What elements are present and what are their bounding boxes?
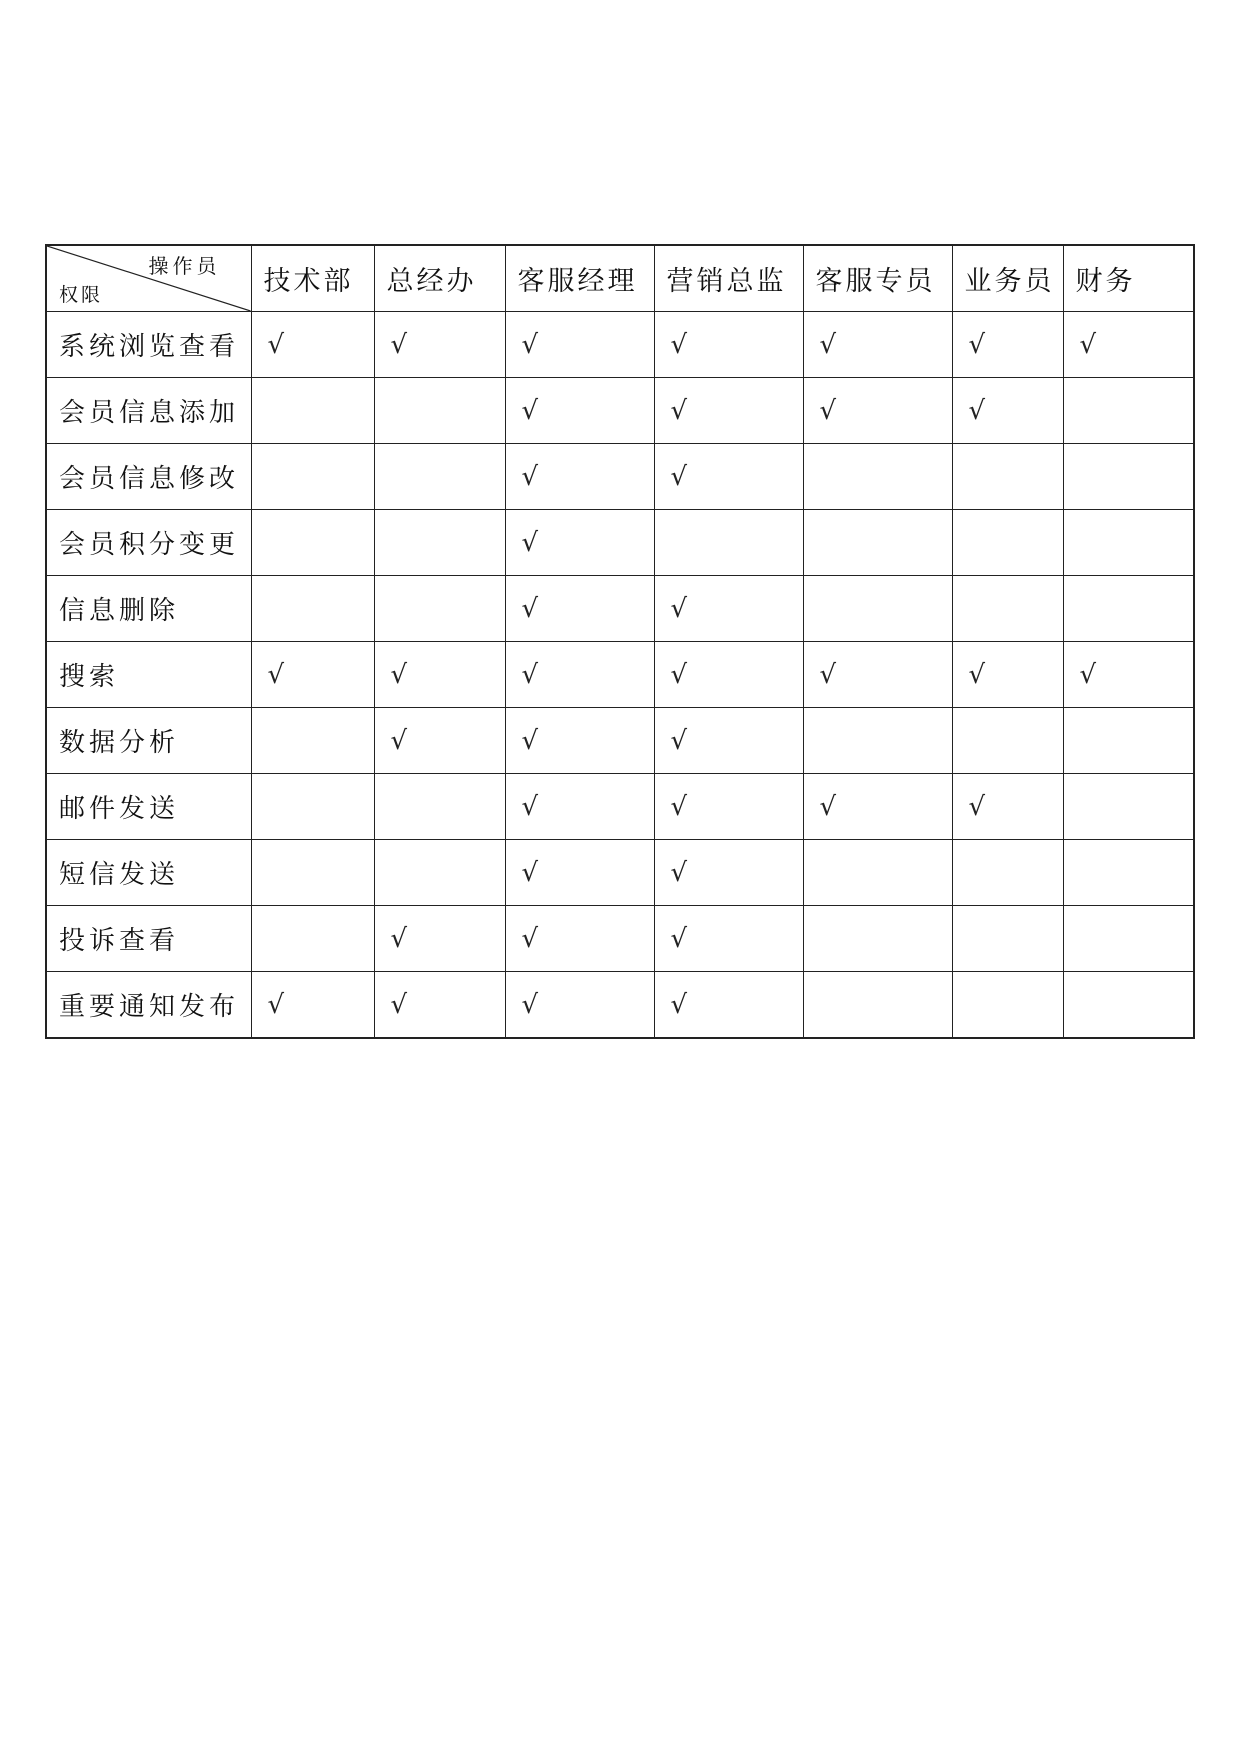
permission-cell: [803, 510, 952, 576]
permission-label: 会员积分变更: [46, 510, 251, 576]
permission-label: 系统浏览查看: [46, 312, 251, 378]
permission-row: [46, 708, 1194, 774]
permission-label: 会员信息添加: [46, 378, 251, 444]
check-mark-icon: √: [267, 659, 289, 690]
permission-cell: [374, 906, 505, 972]
permission-cell: [654, 642, 803, 708]
corner-top-label: 操作员: [148, 254, 221, 278]
permission-cell: [654, 378, 803, 444]
check-mark-icon: √: [521, 989, 543, 1020]
permission-cell: [251, 642, 374, 708]
permission-cell: [251, 972, 374, 1039]
permission-row: [46, 378, 1194, 444]
permission-table: [45, 244, 1195, 1039]
check-mark-icon: √: [521, 527, 543, 558]
permission-cell: [654, 840, 803, 906]
permission-cell: [952, 774, 1063, 840]
permission-cell: [505, 510, 654, 576]
permission-cell: [1063, 444, 1194, 510]
permission-cell: [952, 642, 1063, 708]
permission-cell: [1063, 840, 1194, 906]
permission-cell: [251, 774, 374, 840]
check-mark-icon: √: [390, 989, 412, 1020]
permission-cell: [1063, 510, 1194, 576]
check-mark-icon: √: [521, 593, 543, 624]
check-mark-icon: √: [267, 989, 289, 1020]
permission-label: 信息删除: [46, 576, 251, 642]
check-mark-icon: √: [670, 329, 692, 360]
permission-cell: [803, 774, 952, 840]
column-header: 总经办: [374, 245, 505, 312]
permission-row: [46, 576, 1194, 642]
check-mark-icon: √: [521, 791, 543, 822]
header-row: [46, 245, 1194, 312]
permission-cell: [251, 906, 374, 972]
check-mark-icon: √: [390, 725, 412, 756]
permission-cell: [1063, 906, 1194, 972]
check-mark-icon: √: [521, 461, 543, 492]
permission-row: [46, 774, 1194, 840]
check-mark-icon: √: [670, 725, 692, 756]
permission-cell: [803, 708, 952, 774]
permission-cell: [374, 576, 505, 642]
permission-cell: [374, 708, 505, 774]
column-header: 财务: [1063, 245, 1194, 312]
permission-row: [46, 906, 1194, 972]
permission-cell: [505, 840, 654, 906]
permission-cell: [374, 840, 505, 906]
permission-cell: [1063, 642, 1194, 708]
permission-cell: [505, 378, 654, 444]
permission-cell: [952, 972, 1063, 1039]
permission-cell: [251, 840, 374, 906]
permission-cell: [952, 840, 1063, 906]
permission-cell: [952, 906, 1063, 972]
permission-cell: [1063, 774, 1194, 840]
permission-cell: [654, 774, 803, 840]
check-mark-icon: √: [670, 857, 692, 888]
permission-cell: [1063, 378, 1194, 444]
permission-cell: [654, 576, 803, 642]
permission-cell: [803, 378, 952, 444]
permission-cell: [374, 312, 505, 378]
check-mark-icon: √: [521, 329, 543, 360]
permission-cell: [251, 576, 374, 642]
column-header: 客服专员: [803, 245, 952, 312]
check-mark-icon: √: [670, 989, 692, 1020]
permission-cell: [505, 312, 654, 378]
check-mark-icon: √: [670, 593, 692, 624]
permission-cell: [251, 444, 374, 510]
permission-cell: [803, 840, 952, 906]
permission-cell: [803, 972, 952, 1039]
check-mark-icon: √: [819, 791, 841, 822]
check-mark-icon: √: [670, 659, 692, 690]
permission-cell: [505, 642, 654, 708]
permission-row: [46, 444, 1194, 510]
permission-cell: [952, 708, 1063, 774]
permission-row: [46, 312, 1194, 378]
check-mark-icon: √: [1079, 329, 1101, 360]
permission-label: 重要通知发布: [46, 972, 251, 1039]
permission-label: 短信发送: [46, 840, 251, 906]
permission-cell: [251, 510, 374, 576]
permission-cell: [505, 972, 654, 1039]
check-mark-icon: √: [968, 395, 990, 426]
permission-cell: [803, 576, 952, 642]
check-mark-icon: √: [390, 329, 412, 360]
corner-header-cell: [46, 245, 251, 312]
check-mark-icon: √: [819, 329, 841, 360]
permission-cell: [952, 576, 1063, 642]
permission-label: 邮件发送: [46, 774, 251, 840]
table-body: [46, 245, 1194, 1038]
check-mark-icon: √: [968, 791, 990, 822]
permission-cell: [251, 312, 374, 378]
permission-cell: [505, 708, 654, 774]
column-header: 营销总监: [654, 245, 803, 312]
permission-cell: [374, 972, 505, 1039]
check-mark-icon: √: [968, 659, 990, 690]
permission-row: [46, 840, 1194, 906]
permission-label: 投诉查看: [46, 906, 251, 972]
permission-row: [46, 642, 1194, 708]
permission-cell: [654, 444, 803, 510]
permission-cell: [505, 906, 654, 972]
check-mark-icon: √: [521, 659, 543, 690]
permission-cell: [374, 774, 505, 840]
permission-cell: [952, 378, 1063, 444]
permission-label: 会员信息修改: [46, 444, 251, 510]
check-mark-icon: √: [267, 329, 289, 360]
check-mark-icon: √: [670, 461, 692, 492]
permission-cell: [505, 774, 654, 840]
permission-label: 数据分析: [46, 708, 251, 774]
permission-cell: [654, 708, 803, 774]
permission-cell: [505, 444, 654, 510]
check-mark-icon: √: [819, 659, 841, 690]
permission-cell: [505, 576, 654, 642]
column-header: 客服经理: [505, 245, 654, 312]
permission-cell: [803, 444, 952, 510]
permission-cell: [654, 312, 803, 378]
permission-row: [46, 510, 1194, 576]
permission-cell: [803, 312, 952, 378]
check-mark-icon: √: [390, 659, 412, 690]
permission-cell: [1063, 576, 1194, 642]
column-header: 业务员: [952, 245, 1063, 312]
check-mark-icon: √: [521, 395, 543, 426]
check-mark-icon: √: [521, 725, 543, 756]
check-mark-icon: √: [670, 791, 692, 822]
permission-cell: [654, 972, 803, 1039]
check-mark-icon: √: [670, 395, 692, 426]
permission-cell: [1063, 708, 1194, 774]
check-mark-icon: √: [521, 923, 543, 954]
column-header: 技术部: [251, 245, 374, 312]
check-mark-icon: √: [1079, 659, 1101, 690]
check-mark-icon: √: [968, 329, 990, 360]
check-mark-icon: √: [819, 395, 841, 426]
corner-bottom-label: 权限: [59, 284, 104, 306]
permission-label: 搜索: [46, 642, 251, 708]
permission-cell: [952, 312, 1063, 378]
permission-cell: [803, 642, 952, 708]
permission-cell: [374, 378, 505, 444]
check-mark-icon: √: [670, 923, 692, 954]
permission-cell: [654, 906, 803, 972]
permission-cell: [374, 444, 505, 510]
permission-cell: [374, 510, 505, 576]
permission-cell: [251, 708, 374, 774]
permission-cell: [803, 906, 952, 972]
permission-cell: [1063, 972, 1194, 1039]
permission-cell: [1063, 312, 1194, 378]
permission-cell: [654, 510, 803, 576]
permission-cell: [374, 642, 505, 708]
permission-cell: [952, 444, 1063, 510]
check-mark-icon: √: [390, 923, 412, 954]
check-mark-icon: √: [521, 857, 543, 888]
permission-cell: [952, 510, 1063, 576]
permission-row: [46, 972, 1194, 1039]
permission-cell: [251, 378, 374, 444]
